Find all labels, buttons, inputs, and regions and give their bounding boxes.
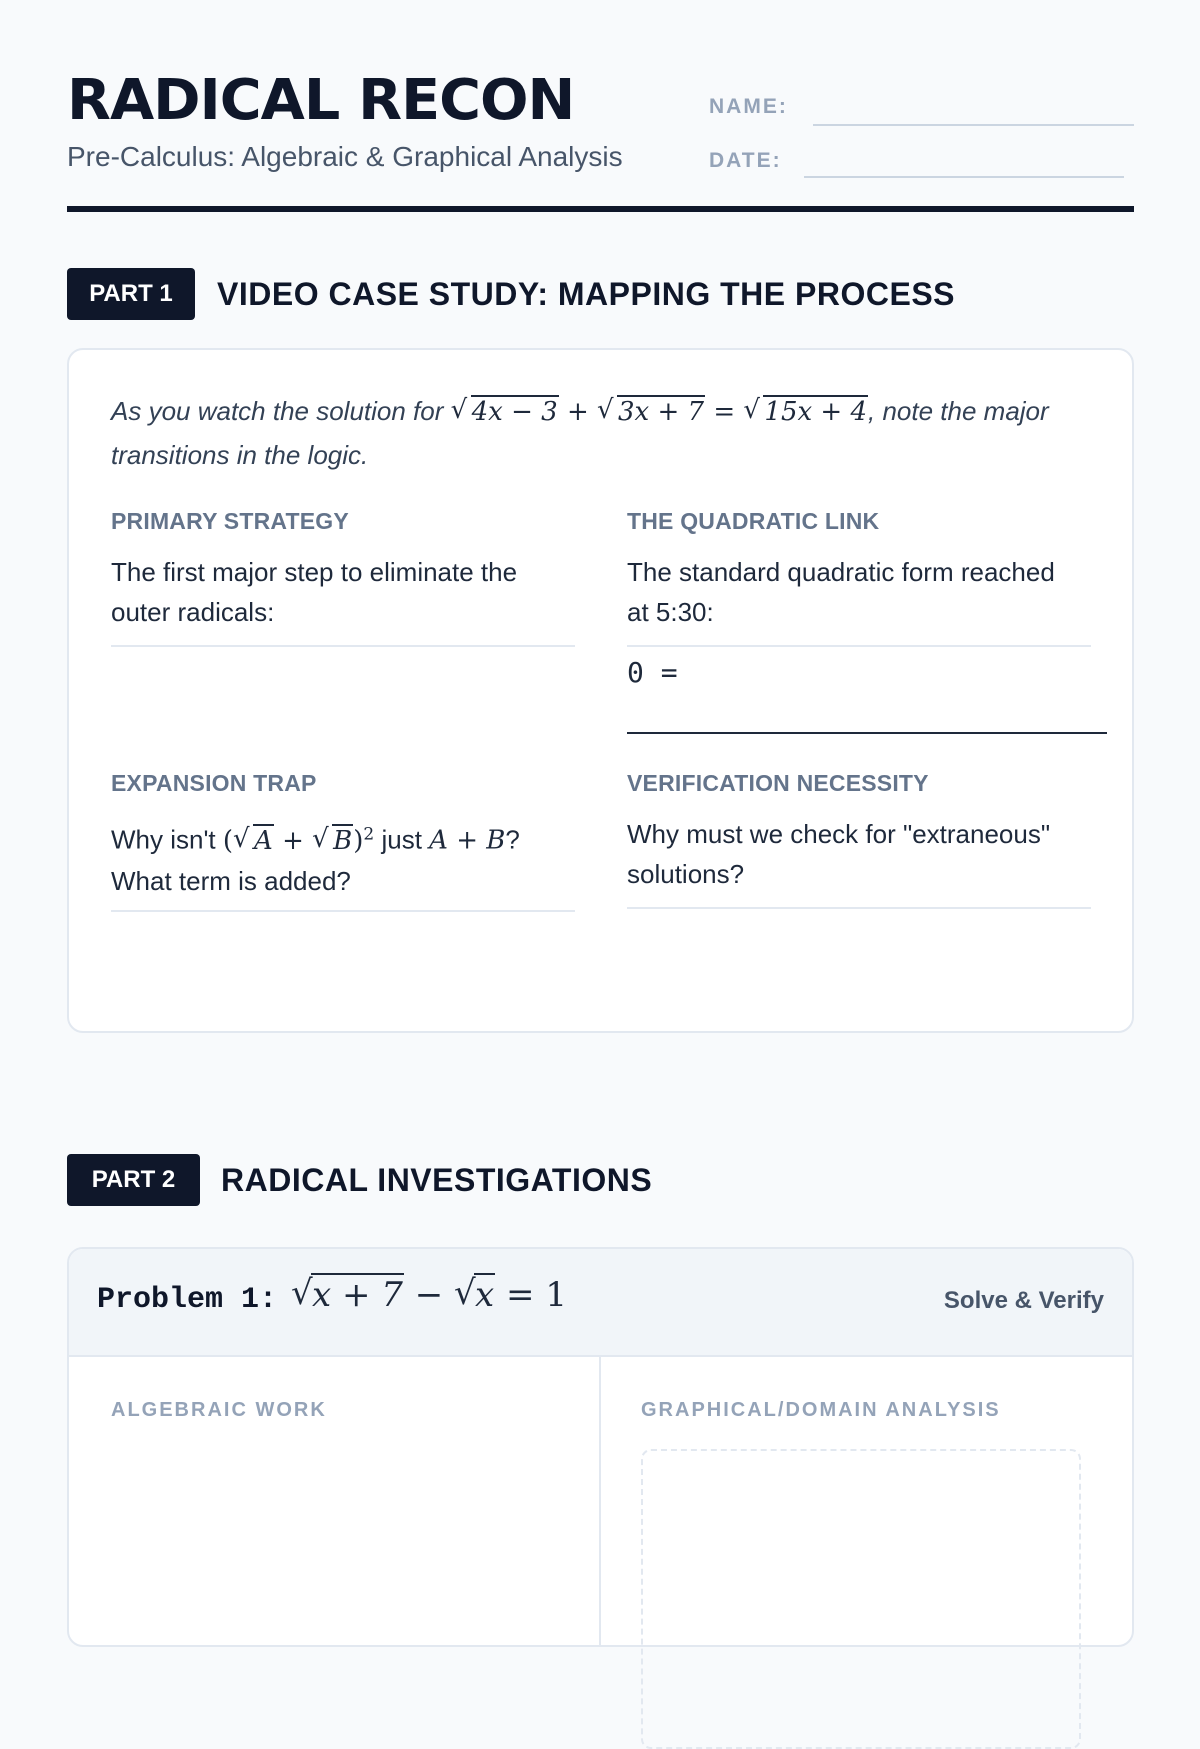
problem-1-card <box>67 1247 1134 1647</box>
column-divider <box>599 1355 601 1645</box>
verification-answer-line[interactable] <box>627 907 1091 909</box>
name-field[interactable] <box>813 124 1134 126</box>
header-rule <box>67 206 1134 212</box>
case-study-intro: As you watch the solution for √ 4x − 3 + √ 3x + 7 = √ 15x + 4, note the major transitions in the logic. <box>111 390 1071 477</box>
expansion-trap-answer-line[interactable] <box>111 910 575 912</box>
case-study-card <box>67 348 1134 1033</box>
quadratic-answer-prefix: 0 = <box>627 656 678 689</box>
intro-equation: √ 4x − 3 + √ 3x + 7 = √ 15x + 4 <box>451 397 868 427</box>
primary-strategy-heading: PRIMARY STRATEGY <box>111 508 349 534</box>
part2-title: RADICAL INVESTIGATIONS <box>221 1162 653 1198</box>
worksheet-title: RADICAL RECON <box>67 68 575 133</box>
problem-1-header <box>69 1249 1132 1357</box>
part1-title: VIDEO CASE STUDY: MAPPING THE PROCESS <box>217 276 955 312</box>
expansion-trap-heading: EXPANSION TRAP <box>111 770 317 796</box>
graphical-analysis-heading: GRAPHICAL/DOMAIN ANALYSIS <box>641 1399 1001 1421</box>
part1-badge: PART 1 <box>67 268 195 320</box>
expansion-trap-prompt: Why isn't (√ A + √ B)$^2$ just A + B? What term is added? <box>111 814 581 901</box>
name-label: NAME: <box>709 95 788 118</box>
quadratic-link-heading: THE QUADRATIC LINK <box>627 508 880 534</box>
problem-1-tag: Solve & Verify <box>943 1287 1104 1314</box>
primary-strategy-prompt: The first major step to eliminate the outer radicals: <box>111 557 518 627</box>
graph-sketch-area[interactable] <box>641 1449 1081 1749</box>
primary-strategy-answer-line[interactable] <box>111 645 575 647</box>
date-label: DATE: <box>709 149 782 172</box>
problem-1-equation: √ x + 7 − √ x = 1 <box>291 1275 567 1315</box>
verification-heading: VERIFICATION NECESSITY <box>627 770 929 796</box>
date-field[interactable] <box>804 176 1124 178</box>
part2-badge: PART 2 <box>67 1154 200 1206</box>
quadratic-link-divider <box>627 645 1091 647</box>
quadratic-link-prompt: The standard quadratic form reached at 5:30: <box>627 557 1055 627</box>
algebraic-work-heading: ALGEBRAIC WORK <box>111 1399 327 1421</box>
problem-1-label: Problem 1: <box>97 1283 278 1317</box>
verification-prompt: Why must we check for "extraneous" solutions? <box>627 819 1051 889</box>
quadratic-answer-line[interactable] <box>627 732 1107 734</box>
worksheet-subtitle: Pre-Calculus: Algebraic & Graphical Analysis <box>67 141 623 172</box>
